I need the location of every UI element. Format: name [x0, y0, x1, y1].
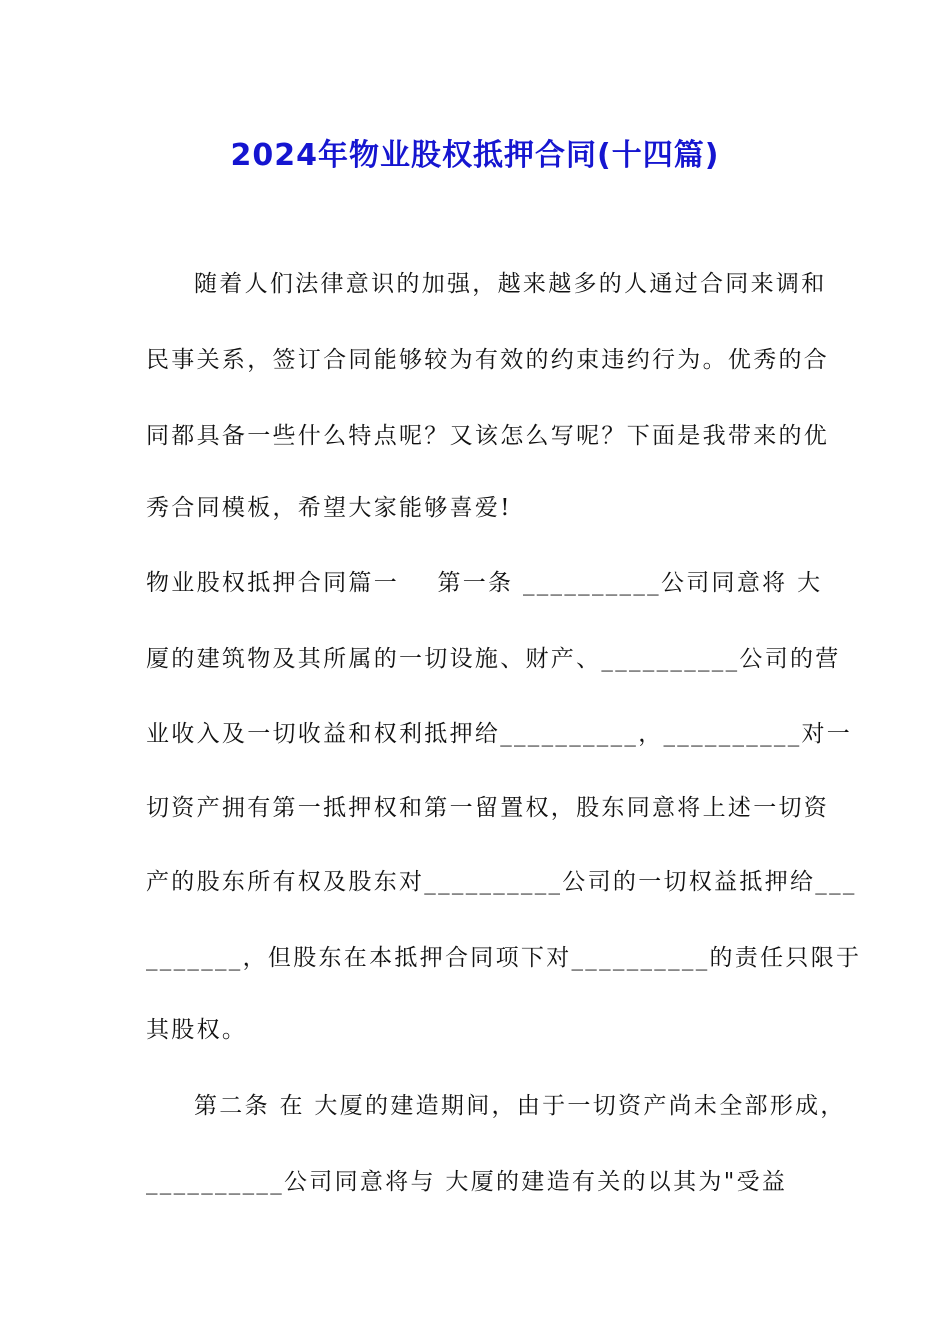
paragraph-line: 产的股东所有权及股东对__________公司的一切权益抵押给___ — [146, 869, 857, 895]
paragraph-line: 业收入及一切收益和权利抵押给__________，__________对一 — [146, 721, 853, 747]
paragraph-line: 第二条 在 大厦的建造期间，由于一切资产尚未全部形成， — [194, 1093, 846, 1119]
document-title: 2024年物业股权抵押合同(十四篇) — [230, 138, 720, 173]
paragraph-line: 随着人们法律意识的加强，越来越多的人通过合同来调和 — [194, 271, 827, 297]
paragraph-line: 切资产拥有第一抵押权和第一留置权，股东同意将上述一切资 — [146, 795, 830, 821]
paragraph-line: 民事关系，签订合同能够较为有效的约束违约行为。优秀的合 — [146, 347, 830, 373]
paragraph-line: 物业股权抵押合同篇一 第一条 __________公司同意将 大 — [146, 570, 823, 596]
paragraph-line: _______，但股东在本抵押合同项下对__________的责任只限于 — [146, 945, 862, 971]
paragraph-line: __________公司同意将与 大厦的建造有关的以其为"受益 — [146, 1169, 788, 1195]
paragraph-line: 同都具备一些什么特点呢？又该怎么写呢？下面是我带来的优 — [146, 423, 830, 449]
paragraph-line: 秀合同模板，希望大家能够喜爱! — [146, 495, 512, 521]
paragraph-line: 其股权。 — [146, 1017, 248, 1043]
paragraph-line: 厦的建筑物及其所属的一切设施、财产、__________公司的营 — [146, 646, 841, 672]
